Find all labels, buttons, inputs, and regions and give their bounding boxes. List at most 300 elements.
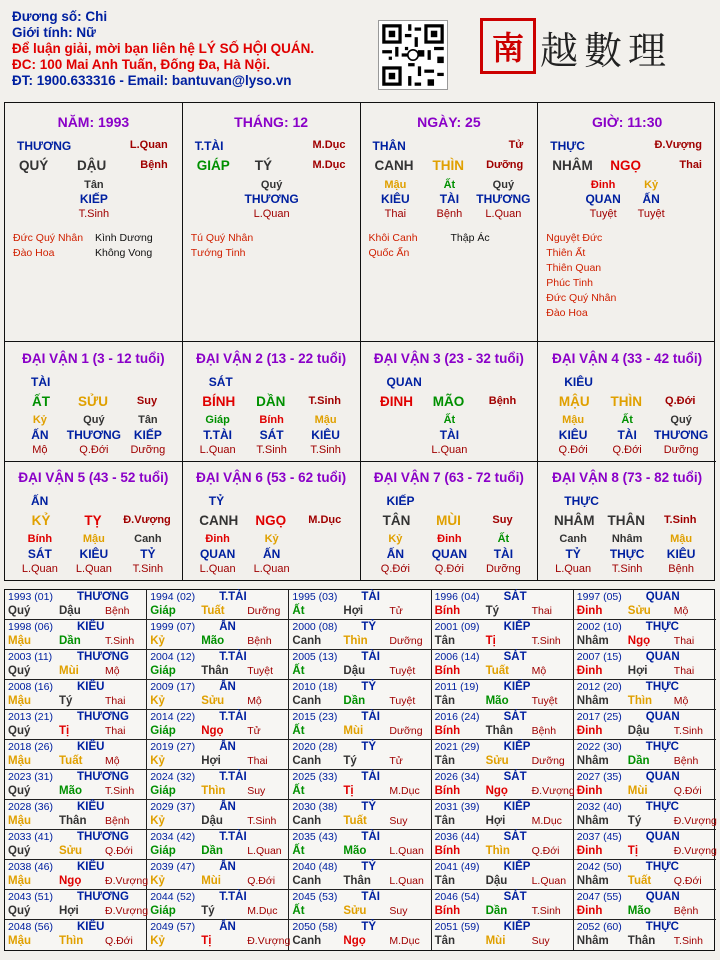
- year-cell[interactable]: [574, 860, 716, 890]
- dv-hidden-life-stage: L.Quan: [199, 563, 236, 575]
- dv-hidden-life-stage: Q.Đới: [434, 563, 464, 575]
- year-cell[interactable]: [289, 800, 431, 830]
- year-branch: Dậu: [201, 815, 223, 827]
- year-branch: Mùi: [59, 665, 79, 677]
- dai-van-cell: [538, 461, 716, 581]
- year-branch: Tuất: [485, 665, 510, 677]
- year-ten-god: TỶ: [361, 861, 377, 873]
- year-stem: Tân: [434, 815, 456, 827]
- dv-hidden-life-stage: Bệnh: [668, 563, 694, 575]
- year-ten-god: TÀI: [361, 831, 380, 843]
- year-cell[interactable]: [5, 680, 147, 710]
- year-ten-god: KIÊU: [77, 681, 105, 693]
- year-ten-god: THỰC: [645, 621, 679, 633]
- dai-van-stem: NHÂM: [554, 513, 595, 528]
- year-life-stage: Mộ: [105, 755, 120, 767]
- special-star: Không Vong: [95, 247, 153, 259]
- year-label: 2037 (45): [576, 831, 622, 843]
- year-stem: Bính: [434, 605, 461, 617]
- year-branch: Tuất: [627, 875, 652, 887]
- year-label: 2001 (09): [434, 621, 480, 633]
- pillar-title: NGÀY: 25: [417, 114, 481, 130]
- special-star: Tướng Tinh: [190, 247, 246, 259]
- year-label: 2019 (27): [150, 741, 196, 753]
- year-ten-god: THỰC: [645, 861, 679, 873]
- year-cell[interactable]: [289, 890, 431, 920]
- year-ten-god: TỶ: [361, 741, 377, 753]
- year-life-stage: Q.Đới: [673, 785, 702, 797]
- year-branch: Tị: [201, 935, 212, 947]
- dai-van-cell: [183, 461, 361, 581]
- year-cell[interactable]: [147, 830, 289, 860]
- year-cell[interactable]: [5, 710, 147, 740]
- year-label: 2008 (16): [8, 681, 53, 693]
- dai-van-table: [4, 341, 715, 581]
- year-stem: Mậu: [8, 695, 31, 707]
- dv-hidden-ten-god: KIÊU: [79, 547, 109, 561]
- dai-van-life-stage: Q.Đới: [665, 395, 696, 407]
- dai-van-cell: [538, 342, 716, 462]
- dai-van-title: ĐẠI VẬN 5 (43 - 52 tuổi): [18, 470, 169, 485]
- dv-hidden-life-stage: L.Quan: [75, 563, 112, 575]
- dv-hidden-ten-god: THƯƠNG: [66, 428, 121, 442]
- year-cell[interactable]: [574, 890, 716, 920]
- dv-hidden-stem: Ất: [621, 414, 633, 426]
- year-branch: Thân: [59, 815, 87, 827]
- year-branch: Dần: [343, 695, 366, 707]
- year-label: 2047 (55): [576, 891, 622, 903]
- year-life-stage: Suy: [531, 935, 550, 947]
- hidden-stem: Kỷ: [644, 179, 659, 191]
- special-star: Đào Hoa: [13, 247, 55, 259]
- year-label: 2000 (08): [292, 621, 338, 633]
- year-ten-god: THƯƠNG: [77, 831, 129, 843]
- year-stem: Nhâm: [576, 635, 609, 647]
- year-ten-god: TỶ: [361, 621, 377, 633]
- year-cell[interactable]: [432, 680, 574, 710]
- year-ten-god: KIÊU: [77, 801, 105, 813]
- pillar-title: NĂM: 1993: [57, 114, 130, 130]
- year-cell[interactable]: [147, 590, 289, 620]
- year-branch: Tý: [343, 755, 357, 767]
- dai-van-branch: THÌN: [610, 394, 642, 409]
- year-life-stage: Bệnh: [531, 725, 557, 737]
- year-ten-god: ẤN: [219, 621, 236, 633]
- year-cell[interactable]: [574, 800, 716, 830]
- year-cell[interactable]: [147, 770, 289, 800]
- year-stem: Kỷ: [150, 815, 165, 827]
- year-label: 2050 (58): [292, 921, 338, 933]
- special-star: Thiên Ất: [546, 247, 586, 259]
- year-branch: Thân: [343, 875, 371, 887]
- year-cell[interactable]: [432, 770, 574, 800]
- year-cell[interactable]: [289, 650, 431, 680]
- year-stem: Quý: [8, 785, 31, 797]
- hidden-life-stage: L.Quan: [485, 208, 522, 220]
- year-life-stage: Q.Đới: [105, 935, 133, 947]
- special-star: Nguyệt Đức: [546, 232, 603, 244]
- year-stem: Canh: [292, 635, 322, 647]
- year-cell[interactable]: [432, 740, 574, 770]
- year-label: 2048 (56): [8, 921, 53, 933]
- year-branch: Sửu: [485, 755, 509, 767]
- red-seal-logo: 南: [480, 18, 536, 74]
- year-life-stage: Tử: [389, 755, 403, 767]
- dv-hidden-life-stage: L.Quan: [253, 563, 290, 575]
- year-label: 1993 (01): [8, 591, 53, 603]
- hidden-life-stage: Thai: [384, 208, 407, 220]
- year-label: 2044 (52): [150, 891, 196, 903]
- year-cell[interactable]: [5, 800, 147, 830]
- dai-van-cell: [183, 342, 361, 462]
- year-stem: Kỷ: [150, 755, 165, 767]
- qr-code-icon[interactable]: [378, 20, 448, 90]
- year-ten-god: SÁT: [503, 591, 527, 603]
- hidden-ten-god: THƯƠNG: [244, 192, 299, 206]
- year-life-stage: M.Dục: [389, 785, 420, 797]
- year-cell[interactable]: [574, 740, 716, 770]
- year-cell[interactable]: [289, 770, 431, 800]
- year-life-stage: Mộ: [673, 605, 689, 617]
- pillar-column: [5, 103, 183, 341]
- hidden-life-stage: Bệnh: [436, 208, 463, 220]
- year-cell[interactable]: [432, 800, 574, 830]
- year-stem: Canh: [292, 695, 322, 707]
- year-branch: Tị: [343, 785, 354, 797]
- year-cell[interactable]: [147, 680, 289, 710]
- dv-hidden-ten-god: TỶ: [565, 547, 581, 561]
- year-stem: Bính: [434, 665, 461, 677]
- year-cell[interactable]: [5, 590, 147, 620]
- year-label: 2033 (41): [8, 831, 53, 843]
- year-cell[interactable]: [289, 620, 431, 650]
- year-cell[interactable]: [5, 620, 147, 650]
- year-branch: Mão: [343, 845, 367, 857]
- year-branch: Mùi: [485, 935, 506, 947]
- dv-hidden-stem: Đinh: [205, 533, 230, 545]
- dv-hidden-stem: Bính: [259, 414, 284, 426]
- year-cell[interactable]: [432, 590, 574, 620]
- year-life-stage: Tuyệt: [247, 665, 274, 677]
- year-cell[interactable]: [289, 740, 431, 770]
- heavenly-stem: GIÁP: [196, 158, 230, 173]
- brand-logo: 越數理: [540, 29, 673, 73]
- year-life-stage: L.Quan: [247, 845, 282, 857]
- year-label: 1996 (04): [434, 591, 480, 603]
- year-label: 2016 (24): [434, 711, 480, 723]
- year-stem: Tân: [434, 635, 456, 647]
- year-cell[interactable]: [147, 920, 289, 950]
- year-cell[interactable]: [432, 650, 574, 680]
- year-cell[interactable]: [147, 860, 289, 890]
- year-cell[interactable]: [289, 680, 431, 710]
- hidden-stem: Quý: [492, 179, 515, 191]
- year-cell[interactable]: [147, 890, 289, 920]
- dai-van-cell: [361, 342, 539, 462]
- year-label: 2018 (26): [8, 741, 53, 753]
- year-ten-god: SÁT: [503, 651, 527, 663]
- heavenly-stem: QUÝ: [19, 158, 49, 173]
- year-label: 1995 (03): [292, 591, 338, 603]
- dv-hidden-ten-god: SÁT: [259, 428, 284, 442]
- contact-phone-email[interactable]: ĐT: 1900.633316 - Email: bantuvan@lyso.vn: [12, 73, 292, 88]
- earthly-branch: TÝ: [254, 158, 273, 173]
- year-life-stage: L.Quan: [389, 845, 424, 857]
- dai-van-ten-god: TỶ: [208, 494, 225, 508]
- special-star: Khôi Canh: [368, 232, 418, 244]
- year-ten-god: THƯƠNG: [77, 891, 129, 903]
- year-stem: Tân: [434, 875, 456, 887]
- year-life-stage: Q.Đới: [247, 875, 276, 887]
- year-life-stage: Thai: [673, 635, 695, 647]
- dv-hidden-life-stage: T.Sinh: [256, 444, 287, 456]
- year-branch: Tị: [627, 845, 639, 857]
- year-stem: Ất: [292, 785, 305, 797]
- stem-life-stage: M.Dục: [312, 139, 346, 151]
- year-stem: Tân: [434, 755, 456, 767]
- year-cell[interactable]: [5, 860, 147, 890]
- year-label: 2007 (15): [576, 651, 622, 663]
- year-label: 2049 (57): [150, 921, 196, 933]
- year-branch: Ngọ: [485, 785, 508, 797]
- year-branch: Tị: [59, 725, 70, 737]
- special-stars-list: [13, 231, 153, 261]
- year-cell[interactable]: [147, 800, 289, 830]
- year-cell[interactable]: [5, 650, 147, 680]
- year-cell[interactable]: [432, 920, 574, 950]
- year-branch: Thân: [627, 935, 656, 947]
- annual-luck-table: [4, 589, 715, 951]
- year-ten-god: T.TÀI: [219, 771, 247, 783]
- year-ten-god: TỶ: [361, 681, 377, 693]
- year-stem: Đinh: [576, 725, 603, 737]
- special-star: Thập Ác: [450, 232, 490, 244]
- year-ten-god: KIÊU: [77, 621, 105, 633]
- year-branch: Dậu: [627, 725, 650, 737]
- year-label: 2039 (47): [150, 861, 196, 873]
- branch-life-stage: Bệnh: [140, 159, 168, 171]
- year-life-stage: Dưỡng: [389, 635, 423, 647]
- year-branch: Thìn: [343, 635, 368, 647]
- dv-hidden-ten-god: ẤN: [262, 547, 281, 561]
- year-stem: Giáp: [150, 665, 176, 677]
- year-stem: Canh: [292, 935, 322, 947]
- dai-van-stem: TÂN: [382, 513, 411, 528]
- year-ten-god: KIẾP: [503, 681, 531, 693]
- year-cell[interactable]: [289, 710, 431, 740]
- year-cell[interactable]: [432, 860, 574, 890]
- dv-hidden-life-stage: L.Quan: [431, 444, 468, 456]
- year-ten-god: TỶ: [361, 801, 377, 813]
- year-label: 2043 (51): [8, 891, 53, 903]
- dai-van-title: ĐẠI VẬN 3 (23 - 32 tuổi): [373, 351, 524, 366]
- year-ten-god: ẤN: [219, 741, 236, 753]
- year-cell[interactable]: [147, 620, 289, 650]
- year-life-stage: Tử: [389, 605, 403, 617]
- dv-hidden-life-stage: Q.Đới: [79, 444, 109, 456]
- year-stem: Kỷ: [150, 935, 165, 947]
- year-cell[interactable]: [574, 710, 716, 740]
- dai-van-ten-god: QUAN: [386, 375, 422, 389]
- dai-van-life-stage: Đ.Vượng: [123, 514, 171, 526]
- year-ten-god: THỰC: [645, 741, 679, 753]
- dv-hidden-ten-god: SÁT: [27, 547, 52, 561]
- year-branch: Tuất: [59, 755, 83, 767]
- year-cell[interactable]: [289, 590, 431, 620]
- year-cell[interactable]: [289, 920, 431, 950]
- year-branch: Ngọ: [59, 875, 82, 887]
- special-star: Đức Quý Nhân: [546, 292, 617, 304]
- year-label: 2025 (33): [292, 771, 338, 783]
- year-ten-god: THƯƠNG: [77, 651, 129, 663]
- year-stem: Nhâm: [576, 815, 609, 827]
- year-cell[interactable]: [147, 650, 289, 680]
- year-cell[interactable]: [5, 740, 147, 770]
- dv-hidden-life-stage: T.Sinh: [611, 563, 643, 575]
- year-cell[interactable]: [574, 620, 716, 650]
- special-star: Kình Dương: [95, 232, 153, 244]
- contact-address: ĐC: 100 Mai Anh Tuấn, Đống Đa, Hà Nội.: [12, 57, 271, 72]
- dai-van-stem: ĐINH: [380, 394, 413, 409]
- year-ten-god: T.TÀI: [219, 891, 247, 903]
- year-cell[interactable]: [574, 680, 716, 710]
- special-stars-list: [546, 231, 616, 321]
- dai-van-stem: ẤT: [32, 394, 50, 409]
- earthly-branch: THÌN: [432, 158, 464, 173]
- year-label: 2005 (13): [292, 651, 338, 663]
- year-label: 2015 (23): [292, 711, 338, 723]
- year-life-stage: Q.Đới: [673, 875, 702, 887]
- year-ten-god: TÀI: [361, 771, 380, 783]
- year-label: 2024 (32): [150, 771, 196, 783]
- year-branch: Sửu: [343, 905, 367, 917]
- year-ten-god: THỰC: [645, 801, 679, 813]
- year-stem: Giáp: [150, 725, 176, 737]
- year-branch: Dậu: [343, 665, 366, 677]
- year-branch: Thìn: [59, 935, 84, 947]
- year-cell[interactable]: [432, 710, 574, 740]
- dv-hidden-stem: Tân: [138, 414, 158, 426]
- year-label: 2021 (29): [434, 741, 480, 753]
- year-stem: Đinh: [576, 845, 603, 857]
- year-cell[interactable]: [574, 830, 716, 860]
- dv-hidden-ten-god: KIÊU: [311, 428, 340, 442]
- year-branch: Tý: [201, 905, 215, 917]
- year-life-stage: Đ.Vượng: [673, 845, 717, 857]
- year-cell[interactable]: [432, 830, 574, 860]
- dv-hidden-stem: Nhâm: [611, 533, 643, 545]
- year-stem: Mậu: [8, 635, 31, 647]
- year-life-stage: Dưỡng: [247, 605, 281, 617]
- year-ten-god: ẤN: [219, 861, 236, 873]
- year-label: 2028 (36): [8, 801, 53, 813]
- year-ten-god: QUAN: [645, 651, 680, 663]
- year-label: 2027 (35): [576, 771, 622, 783]
- year-cell[interactable]: [574, 650, 716, 680]
- special-star: Tú Quý Nhân: [190, 232, 254, 244]
- dv-hidden-life-stage: T.Sinh: [310, 444, 341, 456]
- year-stem: Mậu: [8, 815, 31, 827]
- year-cell[interactable]: [574, 770, 716, 800]
- year-branch: Sửu: [627, 605, 651, 617]
- year-label: 2040 (48): [292, 861, 338, 873]
- year-branch: Tị: [485, 635, 496, 647]
- year-ten-god: QUAN: [645, 711, 680, 723]
- year-label: 1994 (02): [150, 591, 196, 603]
- year-branch: Dậu: [485, 875, 508, 887]
- year-life-stage: Suy: [389, 905, 408, 917]
- dai-van-life-stage: Bệnh: [488, 395, 517, 407]
- year-ten-god: THỰC: [645, 681, 679, 693]
- year-stem: Giáp: [150, 845, 176, 857]
- dai-van-title: ĐẠI VẬN 1 (3 - 12 tuổi): [22, 351, 165, 366]
- ten-god-stem: THÂN: [372, 139, 406, 153]
- contact-note: Để luận giải, mời bạn liên hệ LÝ SỐ HỘI QUÁN.: [12, 41, 315, 56]
- year-stem: Ất: [292, 605, 305, 617]
- dai-van-ten-god: THỰC: [564, 494, 599, 508]
- pillar-column: [538, 103, 716, 341]
- year-cell[interactable]: [5, 830, 147, 860]
- year-life-stage: Đ.Vượng: [247, 935, 291, 947]
- year-ten-god: TỶ: [361, 921, 377, 933]
- year-stem: Đinh: [576, 785, 603, 797]
- special-stars-list: [369, 231, 490, 261]
- year-life-stage: Bệnh: [105, 605, 130, 617]
- hidden-stem: Mậu: [384, 179, 407, 191]
- year-branch: Ngọ: [201, 725, 224, 737]
- dv-hidden-ten-god: THỰC: [609, 547, 645, 561]
- dai-van-life-stage: M.Dục: [308, 514, 342, 526]
- branch-life-stage: Thai: [679, 159, 702, 171]
- year-cell[interactable]: [432, 890, 574, 920]
- pillar-column: [183, 103, 361, 341]
- dv-hidden-life-stage: Dưỡng: [485, 563, 521, 575]
- year-stem: Đinh: [576, 905, 603, 917]
- year-ten-god: ẤN: [219, 801, 236, 813]
- year-label: 2013 (21): [8, 711, 53, 723]
- year-ten-god: KIẾP: [503, 741, 531, 753]
- year-cell[interactable]: [574, 920, 716, 950]
- year-life-stage: Thai: [531, 605, 553, 617]
- year-cell[interactable]: [5, 890, 147, 920]
- year-label: 2010 (18): [292, 681, 338, 693]
- year-life-stage: Thai: [673, 665, 695, 677]
- dv-hidden-life-stage: Q.Đới: [380, 563, 410, 575]
- year-cell[interactable]: [432, 620, 574, 650]
- year-ten-god: TÀI: [361, 591, 380, 603]
- year-cell[interactable]: [147, 740, 289, 770]
- year-label: 2042 (50): [576, 861, 622, 873]
- year-cell[interactable]: [5, 770, 147, 800]
- year-life-stage: Bệnh: [673, 905, 699, 917]
- year-stem: Bính: [434, 905, 461, 917]
- year-cell[interactable]: [147, 710, 289, 740]
- year-label: 2031 (39): [434, 801, 480, 813]
- year-stem: Đinh: [576, 665, 603, 677]
- year-branch: Mão: [59, 785, 82, 797]
- year-life-stage: Thai: [105, 725, 126, 737]
- year-cell[interactable]: [5, 920, 147, 950]
- year-branch: Mão: [485, 695, 509, 707]
- year-cell[interactable]: [289, 860, 431, 890]
- year-label: 2026 (34): [434, 771, 480, 783]
- year-branch: Mão: [201, 635, 225, 647]
- year-branch: Dần: [201, 845, 223, 857]
- year-cell[interactable]: [289, 830, 431, 860]
- year-cell[interactable]: [574, 590, 716, 620]
- dv-hidden-ten-god: TỶ: [140, 547, 156, 561]
- hidden-ten-god: KIẾP: [79, 192, 108, 206]
